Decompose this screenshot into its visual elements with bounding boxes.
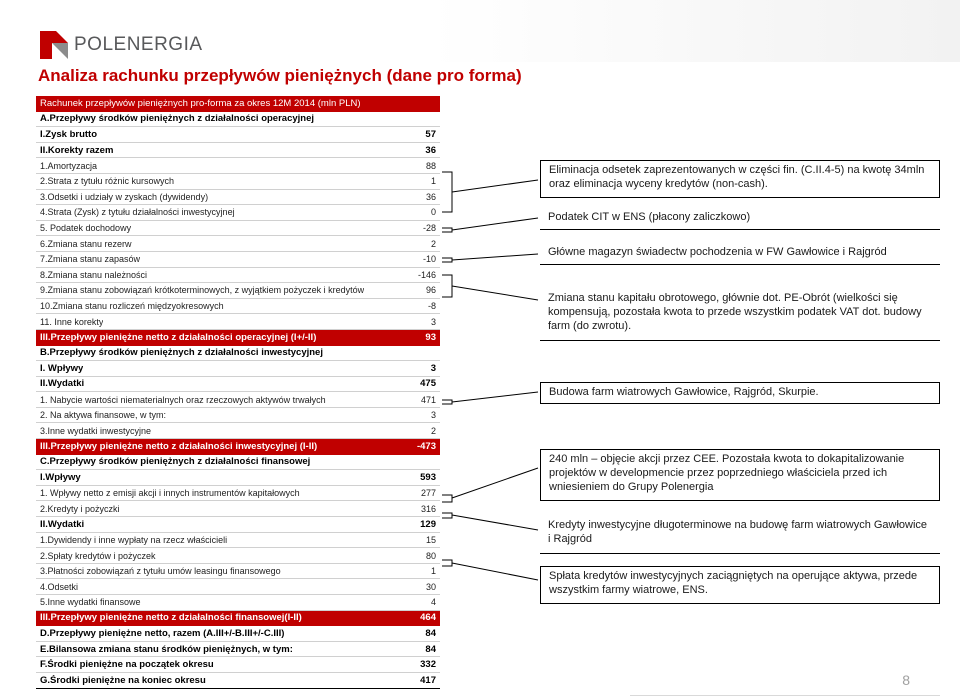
note-wind-farms: Budowa farm wiatrowych Gawłowice, Rajgród, Skurpie. — [540, 382, 940, 404]
row-label: 1.Dywidendy i inne wypłaty na rzecz właścicieli — [40, 534, 228, 545]
row-value: 3 — [430, 410, 436, 421]
row-value: 96 — [425, 285, 436, 296]
row-label: 8.Zmiana stanu należności — [40, 269, 148, 280]
row-label: 1. Nabycie wartości niematerialnych oraz rzeczowych aktywów trwałych — [40, 394, 326, 405]
note-credits: Kredyty inwestycyjne długoterminowe na budowę farm wiatrowych Gawłowice i Rajgród — [540, 516, 940, 554]
row-label: D.Przepływy pieniężne netto, razem (A.III+/-B.III+/-C.III) — [40, 627, 285, 639]
table-row — [36, 626, 440, 642]
row-label: F.Środki pieniężne na początek okresu — [40, 659, 214, 671]
table-row — [36, 470, 440, 486]
row-value: 36 — [425, 191, 436, 202]
row-label: 5.Inne wydatki finansowe — [40, 597, 141, 608]
row-value: 4 — [430, 597, 436, 608]
row-value: 36 — [425, 144, 436, 156]
row-label: II.Korekty razem — [40, 144, 114, 156]
table-row — [36, 486, 440, 502]
row-value: -8 — [427, 301, 436, 312]
row-label: 11. Inne korekty — [40, 316, 104, 327]
row-value: 1 — [430, 566, 436, 577]
row-value: 2 — [430, 425, 436, 436]
table-row — [36, 283, 440, 299]
row-label: III.Przepływy pieniężne netto z działalności finansowej(I-II) — [40, 612, 302, 624]
row-value: 0 — [430, 207, 436, 218]
table-row — [36, 657, 440, 673]
row-value: 129 — [420, 518, 436, 530]
table-row — [36, 564, 440, 580]
row-label: 4.Odsetki — [40, 581, 79, 592]
row-value: -473 — [416, 440, 436, 452]
row-label: 1.Amortyzacja — [40, 160, 98, 171]
row-value: -146 — [417, 269, 436, 280]
row-label: 2.Spłaty kredytów i pożyczek — [40, 550, 156, 561]
row-label: 6.Zmiana stanu rezerw — [40, 238, 132, 249]
table-body — [36, 112, 440, 689]
table-row — [36, 174, 440, 190]
row-value: 80 — [425, 550, 436, 561]
row-value: 93 — [425, 331, 436, 343]
table-row — [36, 439, 440, 455]
row-label: E.Bilansowa zmiana stanu środków pieniężnych, w tym: — [40, 643, 293, 655]
row-label: C.Przepływy środków pieniężnych z działalności finansowej — [40, 456, 311, 468]
table-row — [36, 579, 440, 595]
row-label: 2.Kredyty i pożyczki — [40, 503, 120, 514]
table-row — [36, 299, 440, 315]
table-row — [36, 595, 440, 611]
row-value: 471 — [420, 394, 436, 405]
note-working-capital: Zmiana stanu kapitału obrotowego, głównie dot. PE-Obrót (wielkości się kompensują, pozostała kwota to przede wszystkim podatek VAT dot. budowy farm (do zwrotu). — [540, 289, 940, 341]
row-value: 593 — [420, 472, 436, 484]
row-value: 475 — [420, 378, 436, 390]
row-label: 9.Zmiana stanu zobowiązań krótkoterminowych, z wyjątkiem pożyczek i kredytów — [40, 285, 365, 296]
table-row — [36, 392, 440, 408]
table-row — [36, 642, 440, 658]
row-label: 4.Strata (Zysk) z tytułu działalności inwestycyjnej — [40, 207, 235, 218]
table-row — [36, 423, 440, 439]
table-row — [36, 252, 440, 268]
row-label: G.Środki pieniężne na koniec okresu — [40, 674, 206, 686]
table-row — [36, 517, 440, 533]
row-value: 3 — [430, 316, 436, 327]
row-label: 2.Strata z tytułu różnic kursowych — [40, 176, 175, 187]
polenergia-logo-icon — [40, 31, 68, 59]
row-value: -10 — [422, 254, 436, 265]
row-label: 10.Zmiana stanu rozliczeń międzyokresowych — [40, 301, 224, 312]
table-row — [36, 361, 440, 377]
table-row — [36, 268, 440, 284]
note-repayments: Spłata kredytów inwestycyjnych zaciągniętych na operujące aktywa, przede wszystkim farmy wiatrowe, ENS. — [540, 566, 940, 604]
row-label: I.Zysk brutto — [40, 128, 98, 140]
table-row — [36, 377, 440, 393]
row-label: 7.Zmiana stanu zapasów — [40, 254, 141, 265]
table-header — [36, 96, 440, 112]
table-row — [36, 346, 440, 362]
row-value: 277 — [420, 488, 436, 499]
row-value: 1 — [430, 176, 436, 187]
row-value: 30 — [425, 581, 436, 592]
table-row — [36, 408, 440, 424]
note-share-issue: 240 mln – objęcie akcji przez CEE. Pozostała kwota to dokapitalizowanie projektów w developmencie przez poprzedniego właściciela przed ich wniesieniem do Grupy Polenergia — [540, 449, 940, 501]
table-row — [36, 236, 440, 252]
table-row — [36, 158, 440, 174]
company-logo — [40, 30, 203, 60]
table-row — [36, 548, 440, 564]
table-row — [36, 205, 440, 221]
row-label: I.Wpływy — [40, 472, 81, 484]
table-row — [36, 673, 440, 689]
row-value: 84 — [425, 643, 436, 655]
table-row — [36, 501, 440, 517]
row-label: 3.Inne wydatki inwestycyjne — [40, 425, 152, 436]
row-label: B.Przepływy środków pieniężnych z działalności inwestycyjnej — [40, 347, 323, 359]
table-row — [36, 611, 440, 627]
row-value: 88 — [425, 160, 436, 171]
row-value: 332 — [420, 659, 436, 671]
row-value: 15 — [425, 534, 436, 545]
table-header-label: Rachunek przepływów pieniężnych pro-forma za okres 12M 2014 (mln PLN) — [40, 97, 361, 109]
row-label: 3.Płatności zobowiązań z tytułu umów leasingu finansowego — [40, 566, 281, 577]
page-number: 8 — [902, 672, 910, 688]
row-value: 2 — [430, 238, 436, 249]
row-label: III.Przepływy pieniężne netto z działalności operacyjnej (I+/-II) — [40, 331, 317, 343]
table-row — [36, 533, 440, 549]
note-adjustments: Eliminacja odsetek zaprezentowanych w części fin. (C.II.4-5) na kwotę 34mln oraz eliminacja wyceny kredytów (non-cash). — [540, 160, 940, 198]
row-value: 57 — [425, 128, 436, 140]
header-gradient — [430, 0, 960, 62]
row-label: I. Wpływy — [40, 362, 84, 374]
table-row — [36, 127, 440, 143]
row-value: 84 — [425, 627, 436, 639]
footer-divider — [630, 695, 940, 696]
row-label: 3.Odsetki i udziały w zyskach (dywidendy) — [40, 191, 209, 202]
row-label: 1. Wpływy netto z emisji akcji i innych instrumentów kapitałowych — [40, 488, 300, 499]
row-value: 417 — [420, 674, 436, 686]
row-label: 5. Podatek dochodowy — [40, 223, 132, 234]
row-value: 464 — [420, 612, 436, 624]
table-row — [36, 221, 440, 237]
table-row — [36, 455, 440, 471]
logo-text: POLENERGIA — [74, 34, 203, 55]
table-row — [36, 330, 440, 346]
table-row — [36, 112, 440, 128]
row-value: 316 — [420, 503, 436, 514]
row-label: 2. Na aktywa finansowe, w tym: — [40, 410, 167, 421]
row-label: II.Wydatki — [40, 518, 85, 530]
row-label: A.Przepływy środków pieniężnych z działalności operacyjnej — [40, 113, 315, 125]
note-inventory: Główne magazyn świadectw pochodzenia w FW Gawłowice i Rajgród — [540, 243, 940, 265]
row-label: III.Przepływy pieniężne netto z działalności inwestycyjnej (I-II) — [40, 440, 318, 452]
table-row — [36, 190, 440, 206]
row-value: 3 — [430, 362, 436, 374]
table-row — [36, 314, 440, 330]
page-title: Analiza rachunku przepływów pieniężnych (dane pro forma) — [38, 66, 522, 85]
row-value: -28 — [422, 223, 436, 234]
note-cit: Podatek CIT w ENS (płacony zaliczkowo) — [540, 208, 940, 230]
cash-flow-table — [36, 96, 440, 689]
table-row — [36, 143, 440, 159]
row-label: II.Wydatki — [40, 378, 85, 390]
